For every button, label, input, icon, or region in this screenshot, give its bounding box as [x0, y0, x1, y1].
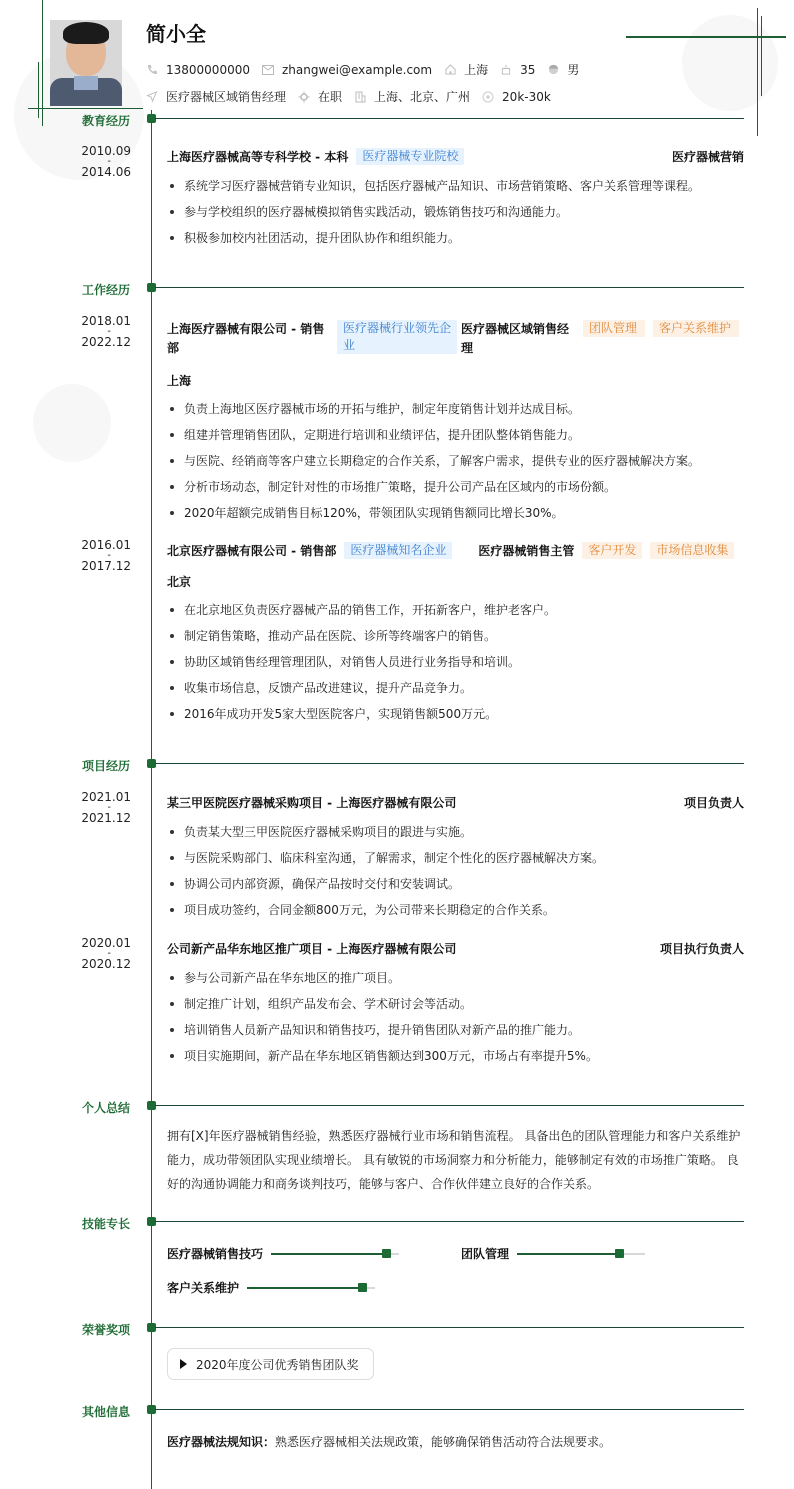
- section-title: 其他信息: [81, 1405, 130, 1419]
- list-item: 制定销售策略，推动产品在医院、诊所等终端客户的销售。: [167, 623, 744, 649]
- award-label: 2020年度公司优秀销售团队奖: [196, 1357, 359, 1372]
- project-bullets: [167, 965, 744, 1069]
- section-title: 个人总结: [81, 1101, 130, 1115]
- email-value: zhangwei@example.com: [281, 62, 433, 77]
- job-title: 医疗器械区域销售经理: [461, 322, 570, 355]
- date-range: 2020.01 - 2020.12: [81, 936, 131, 971]
- school-name: 上海医疗器械高等专科学校 - 本科: [167, 150, 349, 164]
- skill-name: 医疗器械销售技巧: [167, 1247, 264, 1261]
- decor-line: [28, 108, 143, 109]
- project-title: 某三甲医院医疗器械采购项目 - 上海医疗器械有限公司: [167, 796, 457, 810]
- home-icon: [444, 64, 456, 76]
- decor-line: [761, 16, 762, 96]
- status-value: 在职: [318, 90, 343, 104]
- decor-line: [38, 62, 39, 118]
- project-entry-header: [167, 940, 744, 957]
- work-entry-header: [167, 542, 744, 559]
- list-item: 2016年成功开发5家大型医院客户，实现销售额500万元。: [167, 701, 744, 727]
- list-item: 分析市场动态，制定针对性的市场推广策略，提升公司产品在区域内的市场份额。: [167, 474, 744, 500]
- company-name: 上海医疗器械有限公司 - 销售部: [167, 322, 325, 355]
- skill-level-marker: [382, 1249, 391, 1258]
- list-item: 协助区域销售经理管理团队，对销售人员进行业务指导和培训。: [167, 649, 744, 675]
- avatar-photo: [50, 20, 122, 106]
- section-divider: [155, 118, 744, 119]
- list-item: 负责某大型三甲医院医疗器械采购项目的跟进与实施。: [167, 819, 744, 845]
- major: 医疗器械营销: [671, 150, 744, 164]
- skill-tag: 客户关系维护: [653, 320, 739, 337]
- age-value: 35: [520, 62, 536, 77]
- other-info: [167, 1433, 611, 1450]
- skill-level-bar: [517, 1253, 645, 1255]
- location-item: [444, 61, 488, 78]
- section-divider: [155, 287, 744, 288]
- salary-item: [482, 90, 551, 104]
- phone-item: [146, 63, 250, 77]
- work-city: 上海: [167, 374, 192, 388]
- list-item: 参与学校组织的医疗器械模拟销售实践活动，锻炼销售技巧和沟通能力。: [167, 199, 744, 225]
- skill-item: [167, 1279, 375, 1296]
- decor-circle: [33, 384, 111, 462]
- skill-level-bar: [247, 1287, 375, 1289]
- summary-text: 拥有[X]年医疗器械销售经验，熟悉医疗器械行业市场和销售流程。 具备出色的团队管理能力和客户关系维护能力，成功带领团队实现业绩增长。 具有敏锐的市场洞察力和分析能力，能够制定有效的市场推广策略。 良好的沟通协调能力和商务谈判技巧，能够与客户、合作伙伴建立良好的合作关系。: [167, 1129, 741, 1191]
- skill-item: [461, 1245, 645, 1262]
- status-item: [298, 88, 342, 105]
- date-range: 2016.01 - 2017.12: [81, 538, 131, 573]
- section-divider: [155, 1221, 744, 1222]
- section-other: [0, 1403, 794, 1417]
- list-item: 在北京地区负责医疗器械产品的销售工作，开拓新客户，维护老客户。: [167, 597, 744, 623]
- location-value: 上海: [464, 63, 489, 77]
- skill-tag: 客户开发: [582, 542, 642, 559]
- list-item: 收集市场信息，反馈产品改进建议，提升产品竞争力。: [167, 675, 744, 701]
- status-icon: [298, 91, 310, 103]
- date-range: 2021.01 - 2021.12: [81, 790, 131, 825]
- list-item: 协调公司内部资源，确保产品按时交付和安装调试。: [167, 871, 744, 897]
- section-divider: [155, 1409, 744, 1410]
- age-item: [500, 63, 535, 77]
- section-education: [0, 112, 794, 126]
- gender-value: 男: [567, 63, 580, 77]
- building-icon: [354, 91, 366, 103]
- gender-item: [547, 61, 579, 78]
- job-intent-row: [146, 88, 563, 105]
- project-title: 公司新产品华东地区推广项目 - 上海医疗器械有限公司: [167, 942, 457, 956]
- list-item: 项目成功签约，合同金额800万元，为公司带来长期稳定的合作关系。: [167, 897, 744, 923]
- work-city: 北京: [167, 575, 192, 589]
- section-awards: [0, 1321, 794, 1335]
- section-title: 技能专长: [81, 1217, 130, 1231]
- salary-icon: [482, 91, 494, 103]
- date-range: 2018.01 - 2022.12: [81, 314, 131, 349]
- project-bullets: [167, 819, 744, 923]
- list-item: 系统学习医疗器械营销专业知识，包括医疗器械产品知识、市场营销策略、客户关系管理等课程。: [167, 173, 744, 199]
- skill-level-bar: [271, 1253, 399, 1255]
- section-divider: [155, 763, 744, 764]
- gender-icon: [547, 64, 559, 76]
- list-item: 制定推广计划，组织产品发布会、学术研讨会等活动。: [167, 991, 744, 1017]
- section-title: 项目经历: [81, 759, 130, 773]
- email-item: [262, 63, 432, 77]
- list-item: 与医院采购部门、临床科室沟通，了解需求，制定个性化的医疗器械解决方案。: [167, 845, 744, 871]
- education-entry-header: [167, 148, 744, 165]
- other-info-text: 熟悉医疗器械相关法规政策，能够确保销售活动符合法规要求。: [275, 1435, 612, 1449]
- age-icon: [500, 64, 512, 76]
- project-entry-header: [167, 794, 744, 811]
- position-item: [146, 88, 286, 105]
- candidate-name: 简小全: [146, 22, 206, 46]
- education-bullets: [167, 173, 744, 251]
- skill-level-marker: [615, 1249, 624, 1258]
- job-title: 医疗器械销售主管: [478, 544, 575, 558]
- decor-line: [626, 36, 786, 38]
- work-bullets: [167, 396, 744, 526]
- section-skills: [0, 1215, 794, 1229]
- section-work: [0, 281, 794, 295]
- list-item: 与医院、经销商等客户建立长期稳定的合作关系，了解客户需求，提供专业的医疗器械解决方案。: [167, 448, 744, 474]
- skill-name: 客户关系维护: [167, 1281, 240, 1295]
- company-tag: 医疗器械知名企业: [344, 542, 452, 559]
- position-value: 医疗器械区域销售经理: [166, 90, 287, 104]
- skill-name: 团队管理: [461, 1247, 510, 1261]
- project-role: 项目执行负责人: [659, 942, 744, 956]
- cities-item: [354, 88, 470, 105]
- list-item: 培训销售人员新产品知识和销售技巧，提升销售团队对新产品的推广能力。: [167, 1017, 744, 1043]
- timeline-line: [151, 110, 152, 1489]
- section-title: 工作经历: [81, 283, 130, 297]
- skill-tag: 市场信息收集: [650, 542, 734, 559]
- list-item: 2020年超额完成销售目标120%，带领团队实现销售额同比增长30%。: [167, 500, 744, 526]
- work-bullets: [167, 597, 744, 727]
- company-tag: 医疗器械行业领先企业: [337, 320, 457, 354]
- mail-icon: [262, 64, 274, 76]
- school-tag: 医疗器械专业院校: [356, 148, 464, 165]
- decor-circle: [682, 15, 778, 111]
- cities-value: 上海、北京、广州: [374, 90, 471, 104]
- award-item[interactable]: [167, 1348, 374, 1380]
- list-item: 积极参加校内社团活动，提升团队协作和组织能力。: [167, 225, 744, 251]
- section-title: 荣誉奖项: [81, 1323, 130, 1337]
- section-summary: [0, 1099, 794, 1113]
- work-entry-header: [167, 320, 744, 358]
- section-title: 教育经历: [81, 114, 130, 128]
- triangle-right-icon: [180, 1359, 187, 1369]
- other-info-label: 医疗器械法规知识：: [167, 1435, 276, 1449]
- list-item: 参与公司新产品在华东地区的推广项目。: [167, 965, 744, 991]
- contact-row: [146, 61, 591, 78]
- skill-item: [167, 1245, 399, 1262]
- list-item: 项目实施期间，新产品在华东地区销售额达到300万元，市场占有率提升5%。: [167, 1043, 744, 1069]
- company-name: 北京医疗器械有限公司 - 销售部: [167, 544, 337, 558]
- phone-icon: [146, 64, 158, 76]
- skill-tag: 团队管理: [583, 320, 645, 337]
- section-divider: [155, 1327, 744, 1328]
- phone-value: 13800000000: [166, 62, 250, 77]
- skill-level-marker: [358, 1283, 367, 1292]
- send-icon: [146, 91, 158, 103]
- salary-value: 20k-30k: [502, 89, 551, 104]
- list-item: 组建并管理销售团队，定期进行培训和业绩评估，提升团队整体销售能力。: [167, 422, 744, 448]
- section-divider: [155, 1105, 744, 1106]
- date-range: 2010.09 - 2014.06: [81, 144, 131, 179]
- project-role: 项目负责人: [683, 796, 744, 810]
- section-projects: [0, 757, 794, 771]
- list-item: 负责上海地区医疗器械市场的开拓与维护，制定年度销售计划并达成目标。: [167, 396, 744, 422]
